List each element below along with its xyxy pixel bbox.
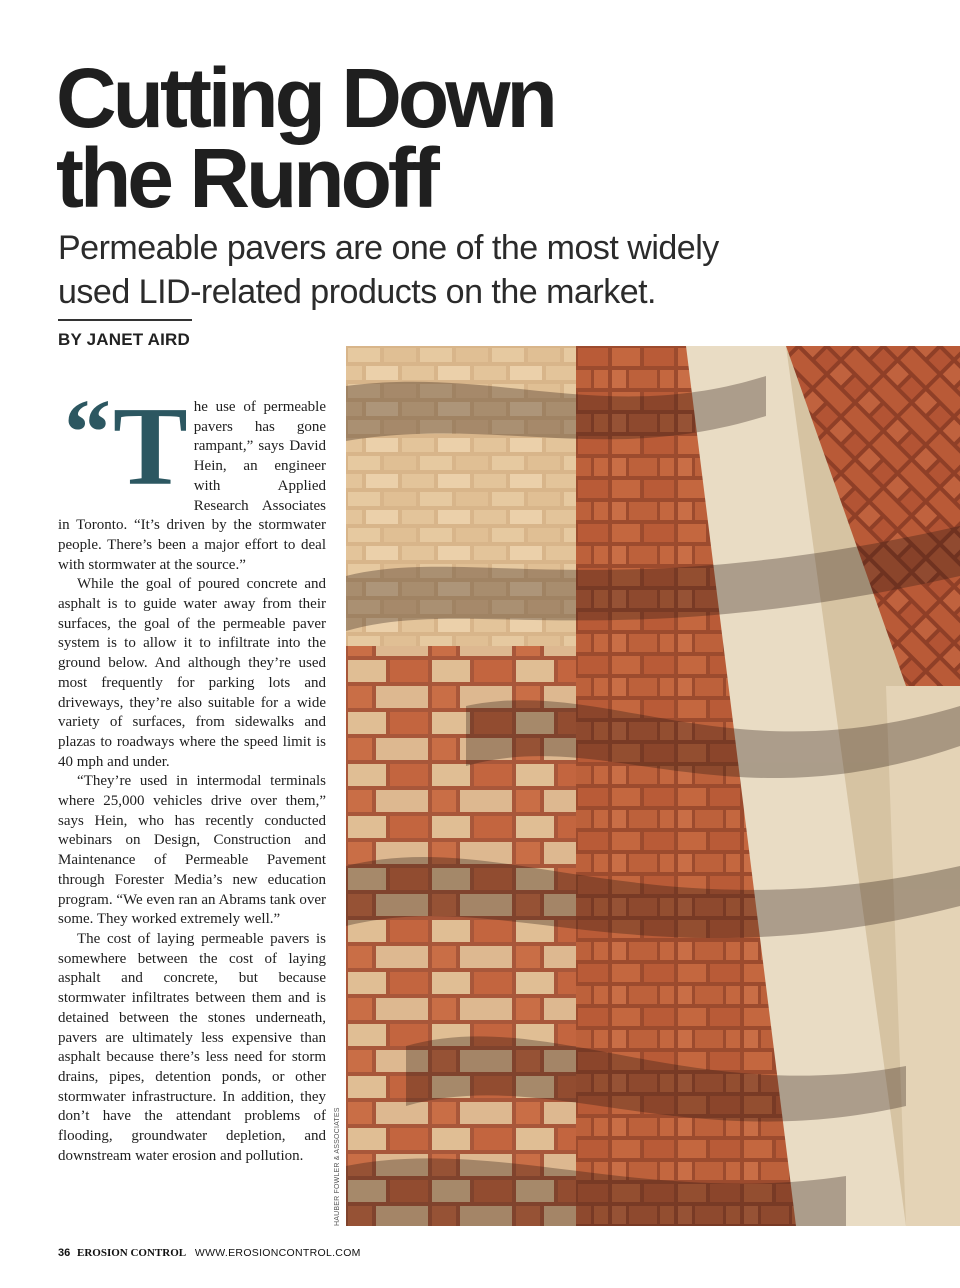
article-paragraph-4: The cost of laying permeable pavers is somewhere between the cost of laying asphalt and concrete, but because stormwater infiltrates between them and is detained between the stones underneath, pavers are ultimately less expensive than asphalt because there’s less need for storm drains, pipes, detention ponds, or other stormwater infrastructure. In addition, they don’t have the attendant problems of flooding, groundwater depletion, and downstream water erosion and pollution.: [58, 930, 326, 1164]
drop-cap: T: [113, 385, 188, 509]
publication-name: EROSION CONTROL: [77, 1247, 187, 1259]
website-url: WWW.EROSIONCONTROL.COM: [194, 1247, 361, 1259]
article-body: [58, 381, 326, 1166]
article-paragraph-3: “They’re used in intermodal terminals where 25,000 vehicles drive over them,” says Hein, who has recently conducted webinars on Design, Construction and Maintenance of Permeable Pavement through Forester Media’s new education program. “We even ran an Abrams tank over some. They worked extremely well.”: [58, 773, 326, 928]
headline-line-2: the Runoff: [56, 131, 436, 225]
open-quote-mark: “: [64, 381, 105, 485]
photo-credit: HAUBER FOWLER & ASSOCIATES: [334, 1107, 341, 1226]
article-paragraph-1: he use of permeable pavers has gone rampant,” says David Hein, an engineer with Applied Research Associates in Toronto. “It’s driven by the stormwater people. There’s been a major effort to deal with stormwater at the source.”: [58, 399, 326, 573]
subtitle: Permeable pavers are one of the most widely used LID-related products on the market.: [58, 229, 719, 311]
page-number: 36: [58, 1247, 71, 1259]
headline: [56, 51, 554, 225]
headline-line-1: Cutting Down: [56, 51, 554, 145]
byline-rule: [58, 319, 192, 321]
article-paragraph-2: While the goal of poured concrete and asphalt is to guide water away from their surfaces, the goal of the permeable paver system is to allow it to infiltrate into the ground below. And although they’re used most frequently for parking lots and driveways, they’re also suitable for a wide variety of surfaces, from sidewalks and plazas to roadways where the speed limit is 40 mph and under.: [58, 576, 326, 770]
permeable-pavers-photo: [346, 346, 960, 1226]
page-footer: [58, 1247, 361, 1259]
byline: BY JANET AIRD: [58, 330, 191, 349]
paver-illustration: [346, 346, 960, 1226]
